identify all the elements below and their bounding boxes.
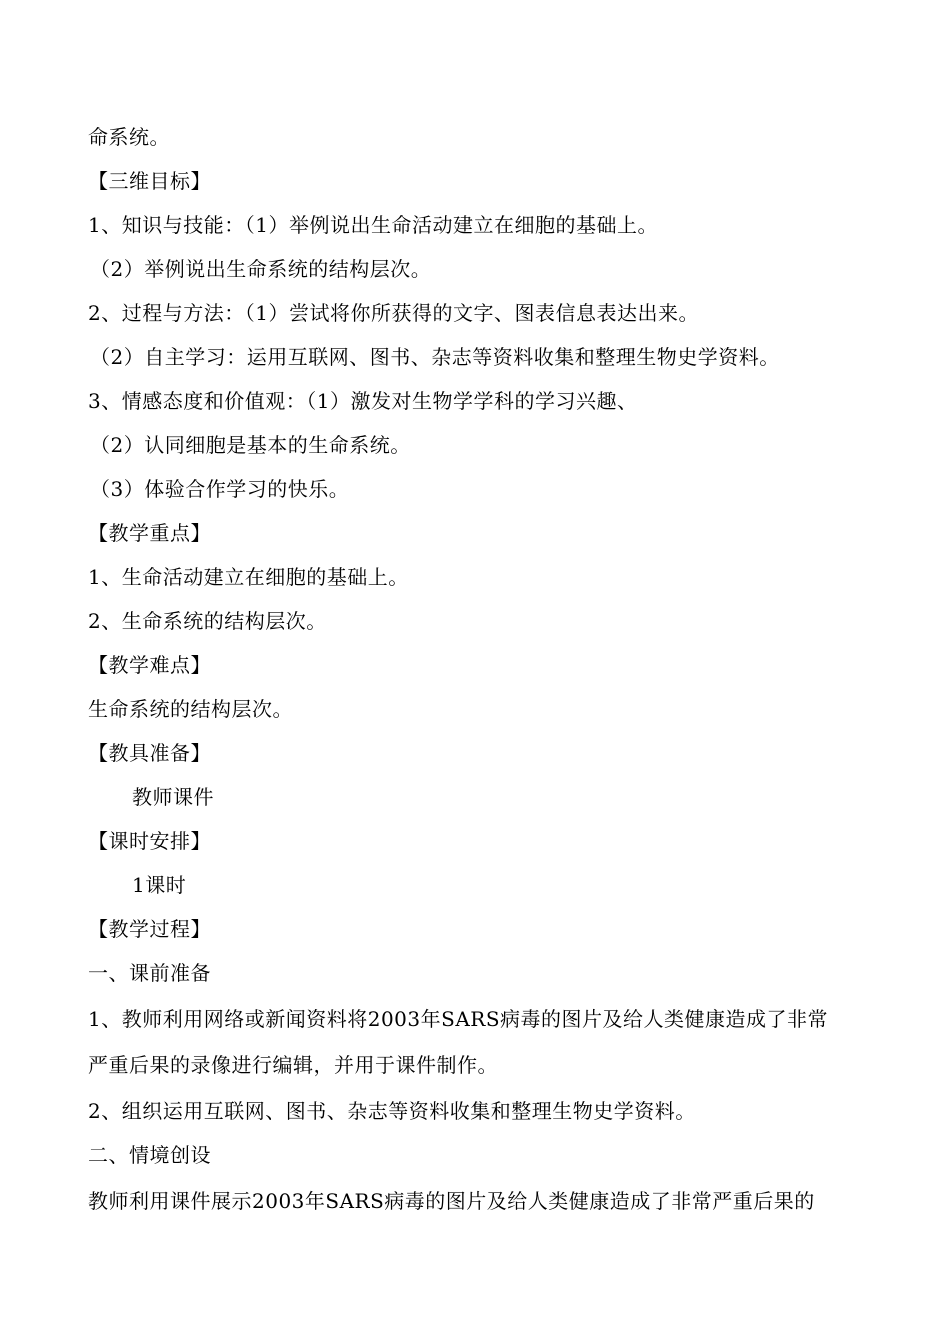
text-line: 1课时 xyxy=(132,873,187,897)
text-line: 教师课件 xyxy=(132,785,214,809)
text-line: 2、过程与方法：（1）尝试将你所获得的文字、图表信息表达出来。 xyxy=(88,301,699,325)
text-line: （2）自主学习：运用互联网、图书、杂志等资料收集和整理生物史学资料。 xyxy=(90,345,780,369)
text-line: （3）体验合作学习的快乐。 xyxy=(90,477,350,501)
text-line: 1、生命活动建立在细胞的基础上。 xyxy=(88,565,409,589)
text-line: 1、教师利用网络或新闻资料将2003年SARS病毒的图片及给人类健康造成了非常 xyxy=(88,1007,829,1031)
section-heading: 【教具准备】 xyxy=(88,741,211,765)
text-line: （2）举例说出生命系统的结构层次。 xyxy=(90,257,432,281)
section-heading: 【三维目标】 xyxy=(88,169,211,193)
text-line: （2）认同细胞是基本的生命系统。 xyxy=(90,433,411,457)
text-line: 2、组织运用互联网、图书、杂志等资料收集和整理生物史学资料。 xyxy=(88,1099,696,1123)
text-line: 教师利用课件展示2003年SARS病毒的图片及给人类健康造成了非常严重后果的 xyxy=(88,1189,815,1213)
text-line: 2、生命系统的结构层次。 xyxy=(88,609,327,633)
subsection-heading: 一、课前准备 xyxy=(88,961,211,985)
text-line: 严重后果的录像进行编辑，并用于课件制作。 xyxy=(88,1053,498,1077)
text-line: 生命系统的结构层次。 xyxy=(88,697,293,721)
text-line: 3、情感态度和价值观：（1）激发对生物学学科的学习兴趣、 xyxy=(88,389,638,413)
section-heading: 【课时安排】 xyxy=(88,829,211,853)
subsection-heading: 二、情境创设 xyxy=(88,1143,211,1167)
section-heading: 【教学难点】 xyxy=(88,653,211,677)
section-heading: 【教学过程】 xyxy=(88,917,211,941)
text-line: 1、知识与技能：（1）举例说出生命活动建立在细胞的基础上。 xyxy=(88,213,658,237)
section-heading: 【教学重点】 xyxy=(88,521,211,545)
text-line: 命系统。 xyxy=(88,125,170,149)
